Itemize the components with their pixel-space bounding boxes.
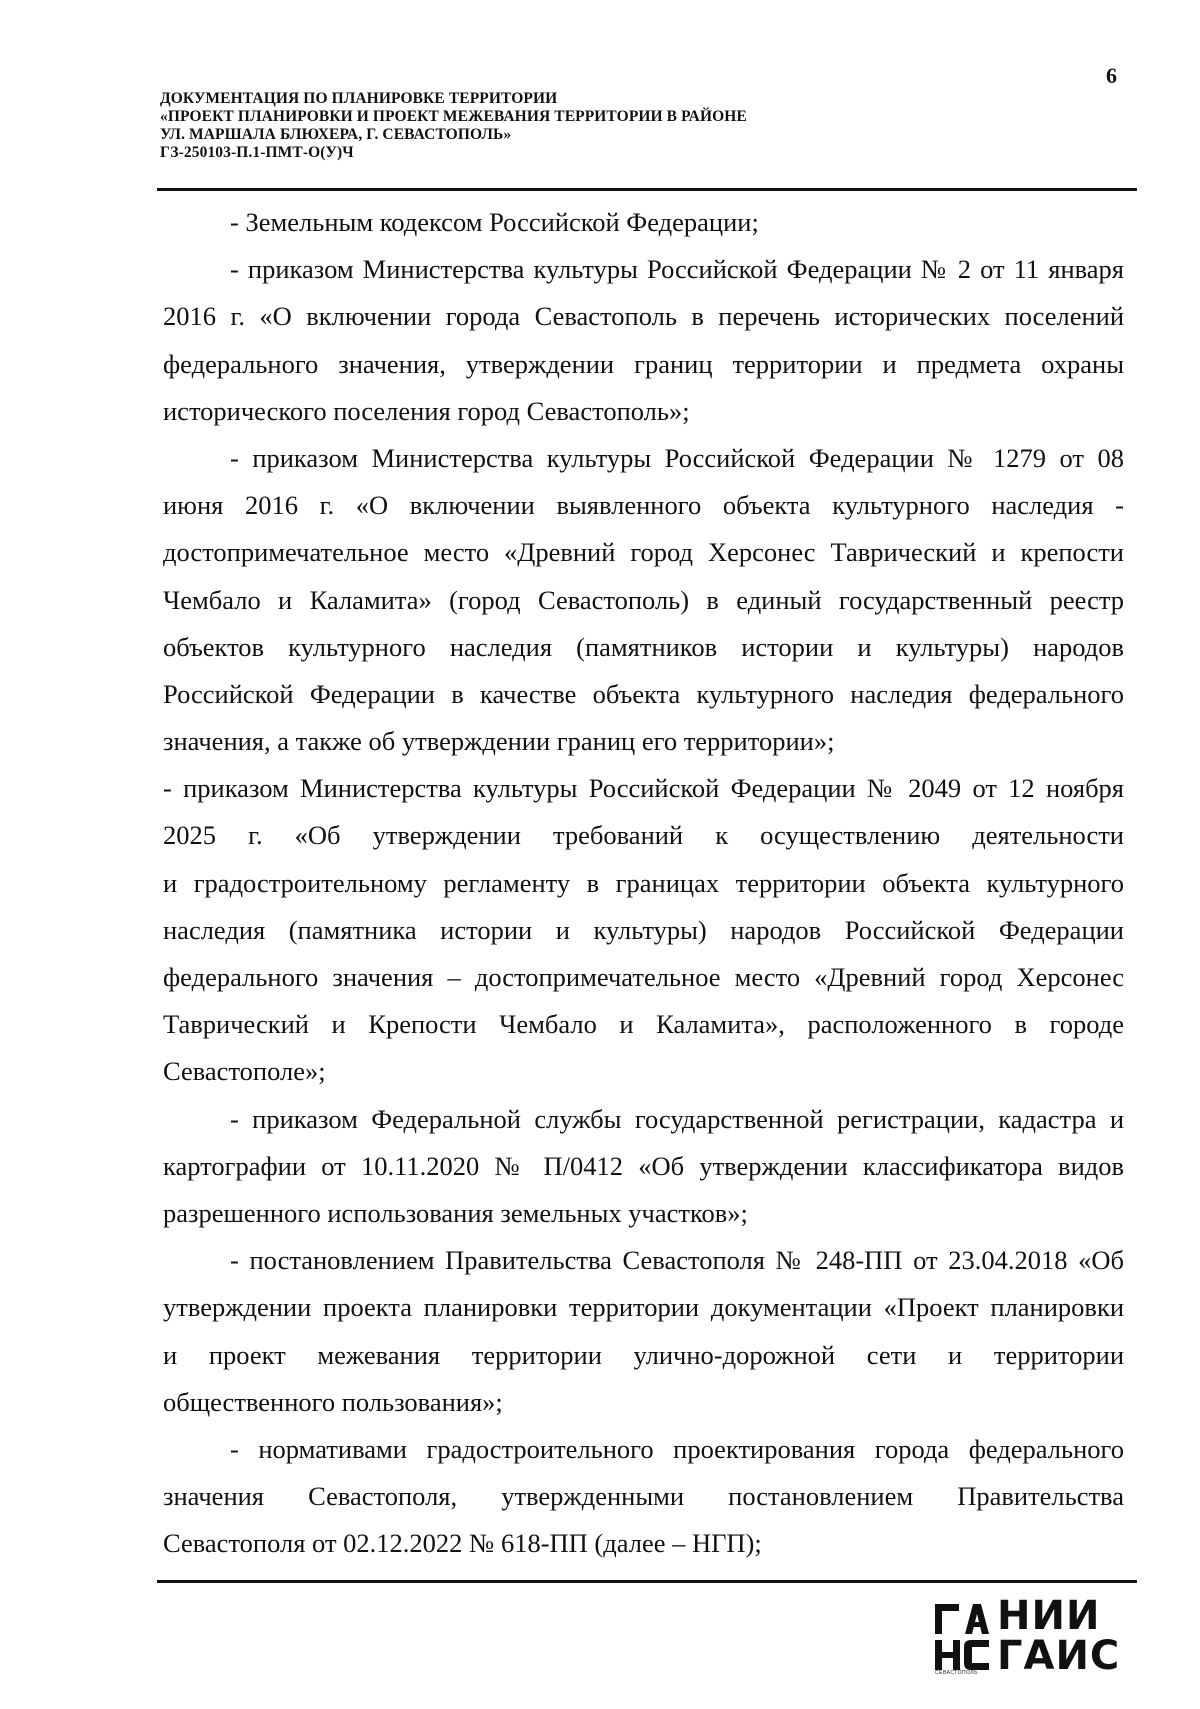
- body-line: и проект межевания территории улично-дорожной сети и территории: [163, 1339, 1124, 1370]
- header-line: ГЗ-250103-П.1-ПМТ-О(У)Ч: [160, 144, 354, 161]
- body-line: значения, а также об утверждении границ его территории»;: [163, 726, 835, 757]
- body-line: - нормативами градостроительного проектирования города федерального: [230, 1433, 1124, 1464]
- footer-divider: [157, 1580, 1137, 1583]
- body-line: федерального значения, утверждении границ территории и предмета охраны: [163, 348, 1124, 379]
- body-line: - постановлением Правительства Севастополя № 248-ПП от 23.04.2018 «Об: [230, 1245, 1124, 1276]
- body-line: - приказом Министерства культуры Российской Федерации № 2049 от 12 ноября: [163, 773, 1124, 804]
- body-line: объектов культурного наследия (памятников истории и культуры) народов: [163, 631, 1124, 662]
- body-line: Таврический и Крепости Чембало и Каламита», расположенного в городе: [163, 1009, 1124, 1040]
- logo-subtitle: СЕВАСТОПОЛЬ: [935, 1670, 978, 1676]
- document-header: [160, 90, 1060, 162]
- logo-wordmark: [997, 1593, 1121, 1679]
- body-line: значения Севастополя, утвержденными постановлением Правительства: [163, 1481, 1124, 1512]
- niigais-logo: [935, 1593, 1131, 1680]
- header-line: «ПРОЕКТ ПЛАНИРОВКИ И ПРОЕКТ МЕЖЕВАНИЯ ТЕРРИТОРИИ В РАЙОНЕ: [160, 108, 747, 125]
- header-line: ДОКУМЕНТАЦИЯ ПО ПЛАНИРОВКЕ ТЕРРИТОРИИ: [160, 90, 558, 107]
- body-line: Севастополе»;: [163, 1056, 326, 1087]
- body-line: федерального значения – достопримечательное место «Древний город Херсонес: [163, 962, 1124, 992]
- body-line: картографии от 10.11.2020 № П/0412 «Об утверждении классификатора видов: [163, 1150, 1124, 1181]
- logo-line-1: НИИ: [997, 1593, 1101, 1639]
- body-line: Российской Федерации в качестве объекта культурного наследия федерального: [163, 678, 1124, 709]
- body-line: исторического поселения город Севастополь»;: [163, 395, 690, 426]
- header-line: УЛ. МАРШАЛА БЛЮХЕРА, Г. СЕВАСТОПОЛЬ»: [160, 126, 512, 143]
- header-divider: [157, 188, 1137, 191]
- document-body: [163, 199, 1124, 1567]
- body-line: и градостроительному регламенту в границах территории объекта культурного: [163, 867, 1124, 898]
- logo-mark-icon: [935, 1602, 989, 1672]
- body-line: достопримечательное место «Древний город Херсонес Таврический и крепости: [163, 537, 1124, 568]
- body-line: общественного пользования»;: [163, 1386, 503, 1417]
- body-line: разрешенного использования земельных участков»;: [163, 1197, 748, 1228]
- body-line: - приказом Министерства культуры Российской Федерации № 1279 от 08: [230, 442, 1124, 473]
- logo-line-2: ГАИС: [997, 1633, 1121, 1679]
- body-line: 2025 г. «Об утверждении требований к осуществлению деятельности: [163, 820, 1124, 851]
- body-line: - Земельным кодексом Российской Федерации;: [230, 207, 759, 237]
- body-line: - приказом Министерства культуры Российской Федерации № 2 от 11 января: [230, 254, 1124, 285]
- page-number: 6: [1106, 63, 1117, 88]
- body-line: утверждении проекта планировки территории документации «Проект планировки: [163, 1292, 1124, 1323]
- body-line: Севастополя от 02.12.2022 № 618-ПП (далее – НГП);: [163, 1528, 762, 1559]
- body-line: наследия (памятника истории и культуры) народов Российской Федерации: [163, 914, 1124, 945]
- body-line: 2016 г. «О включении города Севастополь в перечень исторических поселений: [163, 301, 1124, 332]
- body-line: Чембало и Каламита» (город Севастополь) в единый государственный реестр: [163, 584, 1124, 615]
- body-line: - приказом Федеральной службы государственной регистрации, кадастра и: [230, 1103, 1124, 1134]
- body-line: июня 2016 г. «О включении выявленного объекта культурного наследия -: [163, 490, 1124, 521]
